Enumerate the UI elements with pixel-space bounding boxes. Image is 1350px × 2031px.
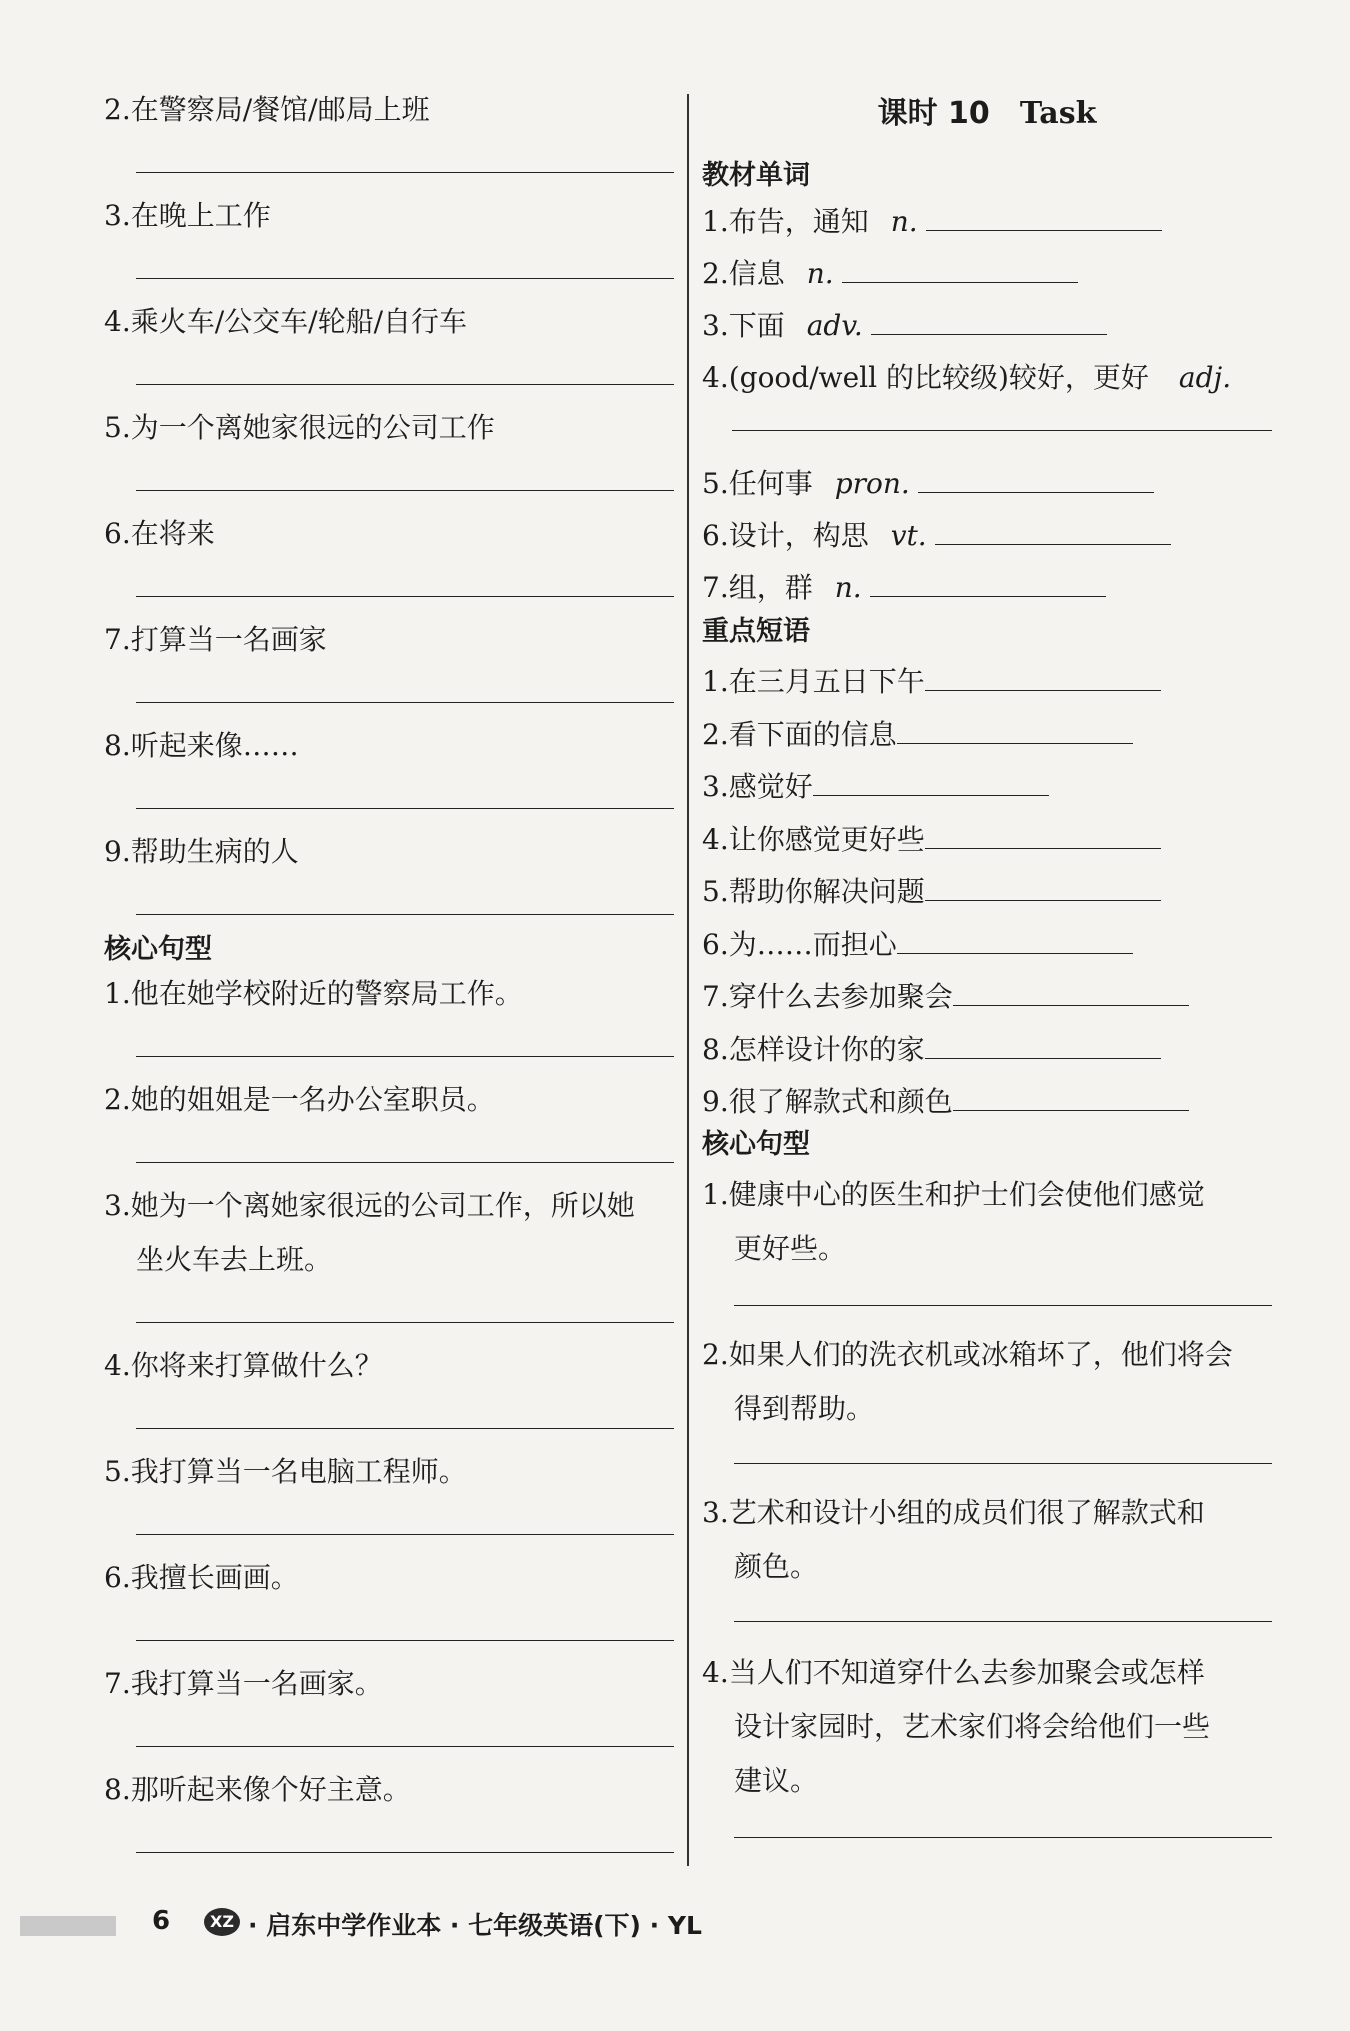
answer-line[interactable] <box>734 1621 1272 1622</box>
answer-line[interactable] <box>136 278 674 279</box>
answer-line[interactable] <box>136 1322 674 1323</box>
word-item: 1.布告，通知 n. <box>702 202 1272 254</box>
phrase-item: 7.打算当一名画家 <box>104 620 674 726</box>
answer-line[interactable] <box>136 808 674 809</box>
answer-line[interactable] <box>925 874 1161 901</box>
phrase-item: 6.为……而担心 <box>702 925 1272 978</box>
answer-line[interactable] <box>136 1056 674 1057</box>
section-heading-core-sentences: 核心句型 <box>104 934 212 965</box>
publisher-logo-icon: XZ <box>204 1908 240 1936</box>
word-item: 6.设计，构思 vt. <box>702 516 1272 568</box>
phrase-item: 1.在三月五日下午 <box>702 662 1272 715</box>
phrase-item: 8.听起来像…… <box>104 726 674 832</box>
page-footer <box>0 1898 1350 1948</box>
phrase-item: 5.帮助你解决问题 <box>702 872 1272 925</box>
answer-line[interactable] <box>136 1534 674 1535</box>
word-list <box>702 202 1272 620</box>
phrase-item: 3.感觉好 <box>702 767 1272 820</box>
answer-line[interactable] <box>136 1640 674 1641</box>
answer-line[interactable] <box>897 717 1133 744</box>
right-column <box>702 92 1272 1869</box>
answer-line[interactable] <box>136 702 674 703</box>
sentence-item: 7.我打算当一名画家。 <box>104 1664 674 1770</box>
sentence-item: 4.当人们不知道穿什么去参加聚会或怎样 设计家园时，艺术家们将会给他们一些 建议。 <box>702 1653 1272 1869</box>
sentence-item: 8.那听起来像个好主意。 <box>104 1770 674 1876</box>
phrase-item: 9.帮助生病的人 <box>104 832 674 938</box>
sentence-item: 1.健康中心的医生和护士们会使他们感觉 更好些。 <box>702 1175 1272 1335</box>
answer-line[interactable] <box>136 1428 674 1429</box>
answer-line[interactable] <box>734 1463 1272 1464</box>
word-item: 7.组，群 n. <box>702 568 1272 620</box>
sentence-list <box>104 974 674 1876</box>
phrase-item: 4.让你感觉更好些 <box>702 820 1272 873</box>
answer-line[interactable] <box>897 927 1133 954</box>
answer-line[interactable] <box>136 172 674 173</box>
sentence-item: 2.如果人们的洗衣机或冰箱坏了，他们将会 得到帮助。 <box>702 1335 1272 1493</box>
answer-line[interactable] <box>136 1162 674 1163</box>
phrase-item: 4.乘火车/公交车/轮船/自行车 <box>104 302 674 408</box>
phrase-item: 6.在将来 <box>104 514 674 620</box>
section-heading-phrases: 重点短语 <box>702 616 810 647</box>
phrase-item: 2.看下面的信息 <box>702 715 1272 768</box>
phrase-item: 9.很了解款式和颜色 <box>702 1082 1272 1135</box>
answer-line[interactable] <box>925 664 1161 691</box>
answer-line[interactable] <box>925 822 1161 849</box>
word-item: 4.(good/well 的比较级)较好，更好 adj. <box>702 358 1272 464</box>
answer-line[interactable] <box>871 308 1107 335</box>
answer-line[interactable] <box>734 1305 1272 1306</box>
answer-line[interactable] <box>926 204 1162 231</box>
phrase-list <box>702 662 1272 1135</box>
answer-line[interactable] <box>732 430 1272 431</box>
sentence-item: 6.我擅长画画。 <box>104 1558 674 1664</box>
phrase-item: 8.怎样设计你的家 <box>702 1030 1272 1083</box>
phrase-item: 2.在警察局/餐馆/邮局上班 <box>104 90 674 196</box>
phrase-item: 3.在晚上工作 <box>104 196 674 302</box>
answer-line[interactable] <box>925 1032 1161 1059</box>
answer-line[interactable] <box>136 1852 674 1853</box>
answer-line[interactable] <box>136 596 674 597</box>
sentence-item: 1.他在她学校附近的警察局工作。 <box>104 974 674 1080</box>
section-heading-words: 教材单词 <box>702 160 810 191</box>
answer-line[interactable] <box>953 1084 1189 1111</box>
answer-line[interactable] <box>813 769 1049 796</box>
answer-line[interactable] <box>734 1837 1272 1838</box>
sentence-item: 4.你将来打算做什么？ <box>104 1346 674 1452</box>
phrase-item: 7.穿什么去参加聚会 <box>702 977 1272 1030</box>
answer-line[interactable] <box>870 570 1106 597</box>
sentence-list <box>702 1175 1272 1869</box>
book-title: · 启东中学作业本 · 七年级英语(下) · YL <box>248 1911 702 1940</box>
answer-line[interactable] <box>842 256 1078 283</box>
section-heading-core-sentences: 核心句型 <box>702 1128 810 1160</box>
answer-line[interactable] <box>953 979 1189 1006</box>
sentence-item: 2.她的姐姐是一名办公室职员。 <box>104 1080 674 1186</box>
answer-line[interactable] <box>918 466 1154 493</box>
answer-line[interactable] <box>136 914 674 915</box>
sentence-item: 3.她为一个离她家很远的公司工作，所以她 坐火车去上班。 <box>104 1186 674 1346</box>
column-divider <box>687 94 689 1866</box>
footer-bar <box>20 1916 116 1936</box>
sentence-item: 3.艺术和设计小组的成员们很了解款式和 颜色。 <box>702 1493 1272 1653</box>
word-item: 5.任何事 pron. <box>702 464 1272 516</box>
word-item: 2.信息 n. <box>702 254 1272 306</box>
word-item: 3.下面 adv. <box>702 306 1272 358</box>
phrase-list-continued <box>104 90 674 938</box>
phrase-item: 5.为一个离她家很远的公司工作 <box>104 408 674 514</box>
answer-line[interactable] <box>136 384 674 385</box>
left-column <box>104 90 674 1876</box>
lesson-title: 课时 10 Task <box>877 96 1097 131</box>
page-number: 6 <box>152 1906 171 1936</box>
answer-line[interactable] <box>136 1746 674 1747</box>
answer-line[interactable] <box>136 490 674 491</box>
sentence-item: 5.我打算当一名电脑工程师。 <box>104 1452 674 1558</box>
answer-line[interactable] <box>935 518 1171 545</box>
